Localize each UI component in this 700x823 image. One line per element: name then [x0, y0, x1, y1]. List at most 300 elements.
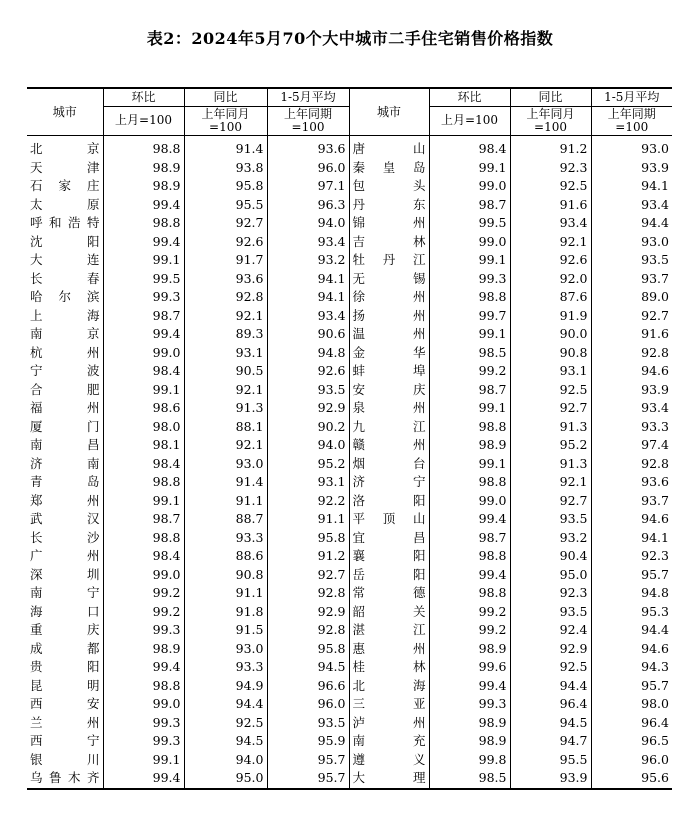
city-left-cell: 南京 [30, 326, 100, 342]
mom-left-cell: 99.3 [103, 288, 184, 307]
avg-left-cell: 91.2 [267, 547, 349, 566]
table-row [27, 584, 672, 603]
mom-left-cell: 98.6 [103, 399, 184, 418]
yoy-left-cell: 88.1 [184, 418, 267, 437]
city-right-cell: 无锡 [349, 270, 429, 289]
table-row [27, 695, 672, 714]
city-right-cell: 岳阳 [349, 566, 429, 585]
yoy-right-cell: 95.2 [510, 436, 591, 455]
yoy-left-cell: 92.8 [184, 288, 267, 307]
city-header-right: 城市 [349, 88, 429, 136]
mom-left-cell: 98.8 [103, 529, 184, 548]
yoy-left-cell: 95.5 [184, 196, 267, 215]
avg-right-cell: 93.9 [591, 159, 672, 178]
avg-right-cell: 95.7 [591, 677, 672, 696]
city-right-cell: 温州 [349, 325, 429, 344]
avg-left-cell: 92.7 [267, 566, 349, 585]
yoy-right-cell: 91.3 [510, 418, 591, 437]
mom-left-cell: 98.8 [103, 473, 184, 492]
yoy-right-cell: 93.9 [510, 769, 591, 789]
avg-left-cell: 90.2 [267, 418, 349, 437]
table-row [27, 510, 672, 529]
mom-left-cell: 99.2 [103, 584, 184, 603]
yoy-left-cell: 91.8 [184, 603, 267, 622]
mom-right-cell: 98.5 [429, 344, 510, 363]
mom-right-cell: 99.4 [429, 677, 510, 696]
yoy-header-right: 同比 [510, 88, 591, 107]
table-row [27, 751, 672, 770]
table-row [27, 436, 672, 455]
avg-right-cell: 96.5 [591, 732, 672, 751]
city-right-cell: 金华 [349, 344, 429, 363]
avg-left-cell: 93.1 [267, 473, 349, 492]
avg-left-cell: 93.5 [267, 714, 349, 733]
city-right-cell: 大理 [349, 769, 429, 789]
table-row [27, 492, 672, 511]
avg-left-cell: 94.5 [267, 658, 349, 677]
table-row [27, 621, 672, 640]
avg-left-cell: 95.7 [267, 751, 349, 770]
avg-right-cell: 93.4 [591, 196, 672, 215]
mom-base-right: 上月=100 [429, 107, 510, 136]
city-left-cell: 厦门 [30, 418, 100, 434]
avg-base-left: 上年同期=100 [267, 107, 349, 136]
mom-header-left: 环比 [103, 88, 184, 107]
mom-base-left: 上月=100 [103, 107, 184, 136]
city-left-cell: 哈尔滨 [30, 289, 100, 305]
table-row [27, 399, 672, 418]
table-row [27, 214, 672, 233]
city-left-cell: 青岛 [30, 474, 100, 490]
avg-left-cell: 93.2 [267, 251, 349, 270]
mom-left-cell: 98.9 [103, 159, 184, 178]
mom-right-cell: 99.0 [429, 233, 510, 252]
city-left-cell: 济南 [30, 455, 100, 471]
yoy-base-left: 上年同月=100 [184, 107, 267, 136]
avg-left-cell: 95.8 [267, 640, 349, 659]
city-left-cell: 福州 [30, 400, 100, 416]
mom-right-cell: 99.4 [429, 566, 510, 585]
mom-right-cell: 98.9 [429, 732, 510, 751]
table-row [27, 307, 672, 326]
mom-left-cell: 99.3 [103, 732, 184, 751]
yoy-left-cell: 91.4 [184, 473, 267, 492]
yoy-right-cell: 90.0 [510, 325, 591, 344]
table-row [27, 566, 672, 585]
table-row [27, 288, 672, 307]
yoy-left-cell: 90.8 [184, 566, 267, 585]
mom-right-cell: 98.8 [429, 547, 510, 566]
avg-left-cell: 95.8 [267, 529, 349, 548]
avg-left-cell: 92.8 [267, 621, 349, 640]
avg-left-cell: 96.0 [267, 159, 349, 178]
yoy-left-cell: 91.1 [184, 584, 267, 603]
mom-right-cell: 99.4 [429, 510, 510, 529]
avg-right-cell: 91.6 [591, 325, 672, 344]
city-right-cell: 平顶山 [349, 510, 429, 529]
avg-right-cell: 94.1 [591, 529, 672, 548]
avg-right-cell: 95.7 [591, 566, 672, 585]
mom-left-cell: 98.8 [103, 136, 184, 159]
yoy-left-cell: 95.0 [184, 769, 267, 789]
city-left-cell: 贵阳 [30, 659, 100, 675]
table-row [27, 714, 672, 733]
table-row [27, 196, 672, 215]
mom-left-cell: 98.0 [103, 418, 184, 437]
yoy-left-cell: 93.0 [184, 455, 267, 474]
yoy-left-cell: 94.0 [184, 751, 267, 770]
mom-right-cell: 98.7 [429, 529, 510, 548]
city-right-cell: 秦皇岛 [349, 159, 429, 178]
city-left-cell: 长春 [30, 270, 100, 286]
city-right-cell: 泸州 [349, 714, 429, 733]
city-left-cell: 长沙 [30, 529, 100, 545]
mom-right-cell: 99.7 [429, 307, 510, 326]
yoy-right-cell: 92.7 [510, 492, 591, 511]
mom-left-cell: 98.8 [103, 214, 184, 233]
mom-right-cell: 99.2 [429, 621, 510, 640]
mom-left-cell: 99.0 [103, 695, 184, 714]
avg-right-cell: 94.6 [591, 362, 672, 381]
city-left-cell: 石家庄 [30, 178, 100, 194]
city-left-cell: 呼和浩特 [30, 215, 100, 231]
yoy-right-cell: 92.6 [510, 251, 591, 270]
avg-right-cell: 93.0 [591, 233, 672, 252]
avg-left-cell: 94.0 [267, 436, 349, 455]
avg-right-cell: 94.8 [591, 584, 672, 603]
yoy-left-cell: 91.1 [184, 492, 267, 511]
mom-left-cell: 99.0 [103, 344, 184, 363]
city-left-cell: 杭州 [30, 344, 100, 360]
avg-left-cell: 96.6 [267, 677, 349, 696]
avg-right-cell: 93.9 [591, 381, 672, 400]
mom-left-cell: 98.1 [103, 436, 184, 455]
city-right-cell: 北海 [349, 677, 429, 696]
mom-left-cell: 98.4 [103, 455, 184, 474]
yoy-right-cell: 90.4 [510, 547, 591, 566]
city-left-cell: 南宁 [30, 585, 100, 601]
city-left-cell: 南昌 [30, 437, 100, 453]
table-body [27, 136, 672, 789]
yoy-right-cell: 92.1 [510, 473, 591, 492]
yoy-right-cell: 93.4 [510, 214, 591, 233]
city-left-cell: 广州 [30, 548, 100, 564]
yoy-left-cell: 92.5 [184, 714, 267, 733]
table-row [27, 603, 672, 622]
avg-right-cell: 89.0 [591, 288, 672, 307]
yoy-right-cell: 90.8 [510, 344, 591, 363]
avg-right-cell: 94.3 [591, 658, 672, 677]
avg-right-cell: 96.4 [591, 714, 672, 733]
city-left-cell: 郑州 [30, 492, 100, 508]
city-right-cell: 九江 [349, 418, 429, 437]
yoy-right-cell: 93.5 [510, 510, 591, 529]
city-right-cell: 韶关 [349, 603, 429, 622]
mom-right-cell: 98.8 [429, 288, 510, 307]
yoy-left-cell: 94.9 [184, 677, 267, 696]
avg-left-cell: 94.8 [267, 344, 349, 363]
mom-left-cell: 99.1 [103, 251, 184, 270]
yoy-left-cell: 93.3 [184, 658, 267, 677]
city-left-cell: 昆明 [30, 677, 100, 693]
city-header-left: 城市 [27, 88, 103, 136]
avg-right-cell: 95.6 [591, 769, 672, 789]
yoy-right-cell: 96.4 [510, 695, 591, 714]
table-row [27, 381, 672, 400]
city-right-cell: 蚌埠 [349, 362, 429, 381]
mom-right-cell: 99.8 [429, 751, 510, 770]
mom-header-right: 环比 [429, 88, 510, 107]
avg-left-cell: 97.1 [267, 177, 349, 196]
yoy-left-cell: 93.6 [184, 270, 267, 289]
yoy-right-cell: 91.6 [510, 196, 591, 215]
mom-right-cell: 99.0 [429, 492, 510, 511]
yoy-left-cell: 93.1 [184, 344, 267, 363]
table-row [27, 159, 672, 178]
mom-right-cell: 98.4 [429, 136, 510, 159]
yoy-right-cell: 92.5 [510, 381, 591, 400]
city-left-cell: 上海 [30, 307, 100, 323]
yoy-left-cell: 92.6 [184, 233, 267, 252]
mom-right-cell: 98.8 [429, 418, 510, 437]
city-right-cell: 宜昌 [349, 529, 429, 548]
yoy-right-cell: 93.1 [510, 362, 591, 381]
mom-left-cell: 98.7 [103, 510, 184, 529]
city-right-cell: 烟台 [349, 455, 429, 474]
city-left-cell: 大连 [30, 252, 100, 268]
mom-right-cell: 98.7 [429, 381, 510, 400]
city-left-cell: 西安 [30, 696, 100, 712]
table-row [27, 769, 672, 789]
mom-right-cell: 98.7 [429, 196, 510, 215]
table-row [27, 732, 672, 751]
avg-right-cell: 93.5 [591, 251, 672, 270]
yoy-right-cell: 91.2 [510, 136, 591, 159]
yoy-left-cell: 91.5 [184, 621, 267, 640]
avg-left-cell: 92.9 [267, 399, 349, 418]
city-left-cell: 沈阳 [30, 233, 100, 249]
yoy-left-cell: 88.6 [184, 547, 267, 566]
mom-right-cell: 99.1 [429, 455, 510, 474]
avg-right-cell: 93.3 [591, 418, 672, 437]
yoy-right-cell: 95.0 [510, 566, 591, 585]
city-right-cell: 安庆 [349, 381, 429, 400]
avg-right-cell: 94.6 [591, 510, 672, 529]
table-row [27, 640, 672, 659]
city-right-cell: 湛江 [349, 621, 429, 640]
city-right-cell: 南充 [349, 732, 429, 751]
yoy-right-cell: 92.3 [510, 584, 591, 603]
yoy-right-cell: 91.9 [510, 307, 591, 326]
table-row [27, 270, 672, 289]
table-row [27, 677, 672, 696]
city-right-cell: 包头 [349, 177, 429, 196]
yoy-base-right: 上年同月=100 [510, 107, 591, 136]
mom-left-cell: 99.2 [103, 603, 184, 622]
avg-left-cell: 96.3 [267, 196, 349, 215]
avg-right-cell: 97.4 [591, 436, 672, 455]
avg-left-cell: 92.6 [267, 362, 349, 381]
avg-right-cell: 96.0 [591, 751, 672, 770]
mom-left-cell: 99.4 [103, 769, 184, 789]
city-right-cell: 三亚 [349, 695, 429, 714]
mom-right-cell: 98.9 [429, 436, 510, 455]
mom-right-cell: 99.1 [429, 251, 510, 270]
yoy-left-cell: 88.7 [184, 510, 267, 529]
table-row [27, 529, 672, 548]
avg-left-cell: 93.5 [267, 381, 349, 400]
yoy-right-cell: 92.0 [510, 270, 591, 289]
avg-right-cell: 94.1 [591, 177, 672, 196]
avg-left-cell: 96.0 [267, 695, 349, 714]
city-left-cell: 西宁 [30, 733, 100, 749]
mom-left-cell: 98.9 [103, 177, 184, 196]
city-right-cell: 赣州 [349, 436, 429, 455]
city-right-cell: 泉州 [349, 399, 429, 418]
yoy-left-cell: 94.5 [184, 732, 267, 751]
city-right-cell: 牡丹江 [349, 251, 429, 270]
avg-base-right: 上年同期=100 [591, 107, 672, 136]
avg-right-cell: 93.7 [591, 492, 672, 511]
city-left-cell: 海口 [30, 603, 100, 619]
city-left-cell: 银川 [30, 751, 100, 767]
yoy-right-cell: 94.7 [510, 732, 591, 751]
table-row [27, 177, 672, 196]
table-row [27, 344, 672, 363]
avg-left-cell: 93.4 [267, 307, 349, 326]
yoy-left-cell: 93.8 [184, 159, 267, 178]
avg-left-cell: 92.9 [267, 603, 349, 622]
table-row [27, 658, 672, 677]
mom-right-cell: 99.2 [429, 362, 510, 381]
mom-left-cell: 99.4 [103, 325, 184, 344]
yoy-right-cell: 95.5 [510, 751, 591, 770]
yoy-right-cell: 93.2 [510, 529, 591, 548]
yoy-right-cell: 92.5 [510, 177, 591, 196]
yoy-right-cell: 94.4 [510, 677, 591, 696]
city-left-cell: 北京 [30, 141, 100, 157]
avg-right-cell: 93.4 [591, 399, 672, 418]
avg-left-cell: 90.6 [267, 325, 349, 344]
mom-left-cell: 99.5 [103, 270, 184, 289]
yoy-left-cell: 93.0 [184, 640, 267, 659]
table-row [27, 325, 672, 344]
city-right-cell: 洛阳 [349, 492, 429, 511]
city-right-cell: 扬州 [349, 307, 429, 326]
yoy-left-cell: 91.3 [184, 399, 267, 418]
avg-left-cell: 95.9 [267, 732, 349, 751]
table-row [27, 418, 672, 437]
mom-left-cell: 99.4 [103, 196, 184, 215]
avg-left-cell: 94.1 [267, 270, 349, 289]
city-right-cell: 徐州 [349, 288, 429, 307]
mom-left-cell: 99.0 [103, 566, 184, 585]
mom-left-cell: 98.7 [103, 307, 184, 326]
city-right-cell: 遵义 [349, 751, 429, 770]
avg-left-cell: 95.2 [267, 455, 349, 474]
mom-left-cell: 98.4 [103, 547, 184, 566]
yoy-left-cell: 92.1 [184, 307, 267, 326]
city-right-cell: 襄阳 [349, 547, 429, 566]
table-row [27, 547, 672, 566]
mom-right-cell: 99.1 [429, 399, 510, 418]
table-row [27, 362, 672, 381]
yoy-left-cell: 94.4 [184, 695, 267, 714]
avg-header-right: 1-5月平均 [591, 88, 672, 107]
city-left-cell: 深圳 [30, 566, 100, 582]
mom-right-cell: 99.0 [429, 177, 510, 196]
avg-right-cell: 92.3 [591, 547, 672, 566]
avg-right-cell: 92.8 [591, 455, 672, 474]
mom-left-cell: 99.1 [103, 751, 184, 770]
city-left-cell: 合肥 [30, 381, 100, 397]
avg-right-cell: 95.3 [591, 603, 672, 622]
yoy-right-cell: 92.3 [510, 159, 591, 178]
mom-right-cell: 99.3 [429, 695, 510, 714]
city-left-cell: 成都 [30, 640, 100, 656]
table-row [27, 136, 672, 159]
avg-right-cell: 93.7 [591, 270, 672, 289]
yoy-left-cell: 91.4 [184, 136, 267, 159]
yoy-left-cell: 95.8 [184, 177, 267, 196]
mom-left-cell: 99.4 [103, 658, 184, 677]
avg-left-cell: 95.7 [267, 769, 349, 789]
mom-right-cell: 99.6 [429, 658, 510, 677]
mom-left-cell: 98.8 [103, 677, 184, 696]
mom-right-cell: 99.1 [429, 325, 510, 344]
yoy-right-cell: 92.4 [510, 621, 591, 640]
mom-right-cell: 98.8 [429, 473, 510, 492]
mom-right-cell: 99.3 [429, 270, 510, 289]
yoy-left-cell: 92.1 [184, 436, 267, 455]
avg-right-cell: 93.6 [591, 473, 672, 492]
yoy-right-cell: 94.5 [510, 714, 591, 733]
yoy-right-cell: 92.9 [510, 640, 591, 659]
yoy-header-left: 同比 [184, 88, 267, 107]
mom-left-cell: 98.9 [103, 640, 184, 659]
table-row [27, 473, 672, 492]
avg-left-cell: 93.6 [267, 136, 349, 159]
yoy-right-cell: 92.1 [510, 233, 591, 252]
avg-right-cell: 94.4 [591, 214, 672, 233]
avg-left-cell: 91.1 [267, 510, 349, 529]
mom-right-cell: 99.5 [429, 214, 510, 233]
yoy-right-cell: 87.6 [510, 288, 591, 307]
avg-left-cell: 92.8 [267, 584, 349, 603]
city-left-cell: 天津 [30, 159, 100, 175]
avg-left-cell: 94.0 [267, 214, 349, 233]
city-left-cell: 太原 [30, 196, 100, 212]
price-index-table [27, 87, 672, 790]
mom-right-cell: 99.2 [429, 603, 510, 622]
city-right-cell: 唐山 [349, 136, 429, 159]
yoy-right-cell: 92.7 [510, 399, 591, 418]
avg-right-cell: 92.7 [591, 307, 672, 326]
mom-left-cell: 99.1 [103, 381, 184, 400]
avg-header-left: 1-5月平均 [267, 88, 349, 107]
avg-right-cell: 93.0 [591, 136, 672, 159]
avg-right-cell: 94.6 [591, 640, 672, 659]
yoy-left-cell: 90.5 [184, 362, 267, 381]
city-right-cell: 丹东 [349, 196, 429, 215]
table-title: 表2：2024年5月70个大中城市二手住宅销售价格指数 [146, 29, 554, 48]
mom-left-cell: 99.4 [103, 233, 184, 252]
yoy-left-cell: 89.3 [184, 325, 267, 344]
table-row [27, 233, 672, 252]
yoy-left-cell: 92.7 [184, 214, 267, 233]
yoy-right-cell: 93.5 [510, 603, 591, 622]
mom-left-cell: 99.1 [103, 492, 184, 511]
